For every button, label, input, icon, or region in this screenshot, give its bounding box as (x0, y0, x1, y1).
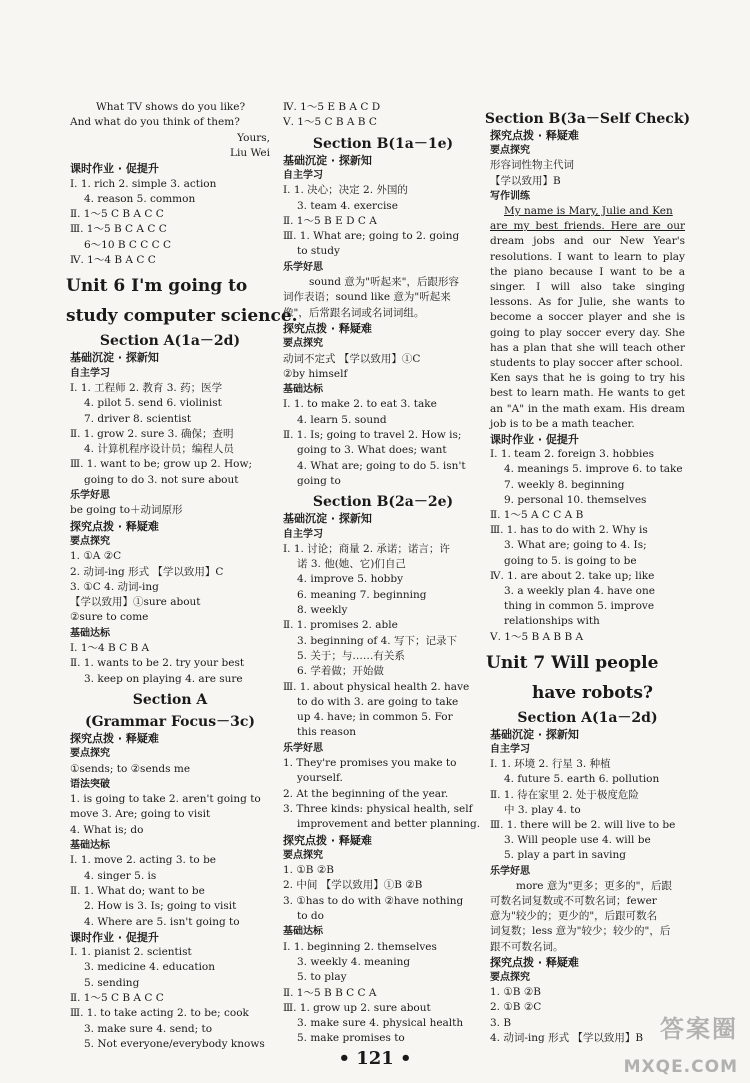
answer-line: going to (297, 474, 341, 487)
answer-line: 可数名词复数或不可数名词；fewer (490, 895, 657, 907)
answer-line: Liu Wei (230, 146, 270, 159)
part-heading: 基础沉淀 · 探新知 (490, 727, 579, 741)
answer-line: 4. Where are 5. isn't going to (84, 915, 240, 928)
answer-line: sound 意为"听起来"，后跟形容 (309, 276, 459, 288)
answer-line: 4. pilot 5. send 6. violinist (84, 397, 222, 410)
answer-line: 1. They're promises you make to (283, 757, 457, 769)
part-heading: 课时作业 · 促提升 (70, 162, 159, 176)
answer-line: relationships with (504, 615, 600, 628)
sub-heading: 基础达标 (70, 840, 110, 851)
section-heading: (Grammar Focus－3c) (85, 713, 255, 730)
sub-heading: 自主学习 (283, 169, 323, 181)
answer-line: Ⅰ. 1. move 2. acting 3. to be (70, 854, 217, 867)
answer-line: Ⅲ. 1. want to be; grow up 2. How; (70, 458, 252, 471)
answer-line: Ⅱ. 1. grow 2. sure 3. 确保；查明 (70, 427, 234, 440)
unit-heading: Unit 7 Will people (486, 652, 659, 673)
answer-line: Ⅳ. 1. are about 2. take up; like (490, 569, 655, 582)
answer-line: be going to＋动词原形 (70, 504, 183, 517)
answer-line: 3. Will people use 4. will be (504, 834, 651, 847)
answer-line: best to learn math. He wants to get (490, 387, 685, 400)
answer-line: 3. make sure 4. send; to (84, 1022, 213, 1035)
section-heading: Section B(3a－Self Check) (484, 111, 691, 127)
answer-line: yourself. (297, 772, 343, 785)
part-heading: 探究点拨 · 释疑难 (70, 731, 159, 745)
answer-line: 【学以致用】B (490, 174, 561, 187)
answer-line: resolutions. I want to learn to play (490, 250, 685, 263)
answer-line: 5. make promises to (297, 1032, 405, 1045)
sub-heading: 乐学好思 (70, 490, 110, 501)
answer-line: 5. play a part in saving (504, 849, 627, 862)
answer-line: 3. ①C 4. 动词-ing (70, 580, 159, 593)
answer-line: 5. to play (297, 971, 347, 984)
answer-line: 3. a weekly plan 4. have one (504, 585, 655, 597)
answer-line: 1. ①B ②B (283, 864, 334, 877)
answer-line: 3. keep on playing 4. are sure (84, 672, 243, 685)
sub-heading: 要点探究 (283, 338, 323, 350)
part-heading: 课时作业 · 促提升 (70, 930, 159, 944)
answer-line: 6. 学着做；开始做 (297, 665, 384, 678)
answer-line: 3. team 4. exercise (297, 199, 398, 212)
answer-line: 2. How is 3. Is; going to visit (84, 900, 237, 913)
answer-line: this reason (297, 726, 357, 739)
answer-line: singer. I will also take singing (490, 281, 685, 293)
answer-line: the piano because I want to be a (490, 265, 685, 278)
answer-line: Ⅱ. 1. 待在家里 2. 处于极度危险 (490, 788, 639, 801)
section-heading: Section A (132, 691, 208, 708)
part-heading: 探究点拨 · 释疑难 (283, 321, 372, 335)
sub-heading: 基础达标 (283, 926, 323, 938)
answer-line: 3. beginning of 4. 写下；记录下 (297, 634, 457, 647)
answer-line: to study (297, 245, 340, 258)
answer-line: 4. 计算机程序设计员；编程人员 (84, 443, 234, 456)
answer-line: Yours, (237, 131, 270, 144)
section-heading: Section B(1a－1e) (312, 135, 454, 152)
answer-line: 2. ①B ②C (490, 1001, 542, 1014)
sub-heading: 自主学习 (490, 744, 530, 755)
answer-line: to do (297, 910, 324, 922)
answer-line: ①sends; to ②sends me (70, 762, 191, 775)
answer-line: 动词不定式 【学以致用】①C (283, 352, 421, 365)
answer-line: up 4. have; in common 5. For (297, 711, 453, 724)
answer-line: Ⅴ. 1～5 B A B B A (490, 630, 584, 643)
answer-line: 1. ①B ②B (490, 986, 541, 999)
unit-heading: study computer science. (66, 306, 298, 327)
answer-line: Ⅱ. 1～5 C B A C C (70, 992, 164, 1004)
answer-line: 3. What are; going to 4. Is; (504, 539, 647, 552)
answer-line: improvement and better planning. (297, 818, 481, 831)
answer-line: going to 5. is going to be (504, 554, 637, 567)
answer-line: 意为"较少的；更少的"，后跟可数名 (490, 910, 658, 923)
answer-line: 4. improve 5. hobby (297, 573, 404, 586)
answer-line: 词作表语；sound like 意为"听起来 (283, 291, 451, 304)
answer-line: Ⅰ. 1. pianist 2. scientist (70, 946, 192, 959)
answer-line: 跟不可数名词。 (490, 940, 564, 953)
answer-line: Ⅰ. 1. 环境 2. 行星 3. 种植 (490, 758, 611, 771)
answer-line: Ⅱ. 1～5 A C C A B (490, 509, 584, 521)
answer-line: 7. weekly 8. beginning (504, 478, 625, 491)
part-heading: 探究点拨 · 释疑难 (490, 955, 579, 969)
answer-line: 1. ①A ②C (70, 550, 122, 563)
answer-line: more 意为"更多；更多的"，后跟 (516, 879, 673, 892)
answer-line: 3. Three kinds: physical health, self (283, 802, 473, 815)
answer-line: Ⅰ. 1～4 B C B A (70, 642, 150, 654)
sub-heading: 基础达标 (70, 627, 110, 639)
part-heading: 基础沉淀 · 探新知 (283, 512, 372, 526)
sub-heading: 自主学习 (70, 367, 110, 379)
answer-line: Ⅰ. 1. to make 2. to eat 3. take (283, 398, 437, 411)
answer-line: going to 3. What does; want (297, 444, 447, 457)
answer-line: thing in common 5. improve (504, 600, 655, 613)
answer-line: Ⅱ. 1～5 B E D C A (283, 214, 377, 227)
section-heading: Section A(1a－2d) (99, 333, 241, 350)
unit-heading: have robots? (532, 682, 653, 703)
sub-heading: 语法突破 (70, 778, 110, 790)
part-heading: 课时作业 · 促提升 (490, 433, 579, 446)
answer-line: Ⅲ. 1. to take acting 2. to be; cook (70, 1007, 249, 1020)
answer-line: ②sure to come (70, 611, 149, 624)
sub-heading: 乐学好思 (283, 261, 323, 273)
answer-line: Ⅱ. 1. Is; going to travel 2. How is; (283, 429, 462, 441)
answer-line: And what do you think of them? (70, 116, 240, 129)
answer-line: going to do 3. not sure about (84, 473, 239, 486)
sub-heading: 要点探究 (70, 535, 110, 547)
answer-line: Ⅰ. 1. 讨论；商量 2. 承诺；诺言；许 (283, 542, 450, 555)
sub-heading: 要点探究 (490, 145, 530, 157)
page-number: • 121 • (338, 1048, 412, 1069)
answer-line: 4. learn 5. sound (297, 413, 387, 426)
watermark-logo (612, 1009, 742, 1079)
answer-line: 中 3. play 4. to (504, 803, 581, 816)
answer-line: 1. is going to take 2. aren't going to (70, 793, 261, 806)
sub-heading: 自主学习 (283, 528, 323, 540)
answer-line: 2. 动词-ing 形式 【学以致用】C (70, 565, 224, 578)
answer-line: Ⅰ. 1. beginning 2. themselves (283, 940, 437, 953)
answer-line: 4. 动词-ing 形式 【学以致用】B (490, 1031, 644, 1044)
answer-line: Ⅰ. 1. rich 2. simple 3. action (70, 177, 217, 190)
answer-line: Ⅳ. 1～5 E B A C D (283, 101, 381, 113)
answer-line: Ⅲ. 1～5 B C A C C (70, 223, 167, 236)
answer-line: become a soccer player and she is (490, 311, 685, 324)
sub-heading: 要点探究 (283, 849, 323, 861)
sub-heading: 基础达标 (283, 384, 323, 396)
answer-line: Ⅰ. 1. team 2. foreign 3. hobbies (490, 448, 654, 461)
answer-line: move 3. Are; going to visit (70, 808, 211, 821)
answer-line: Ⅰ. 1. 工程师 2. 教育 3. 药；医学 (70, 381, 223, 394)
answer-line: 6. meaning 7. beginning (297, 588, 427, 601)
answer-line: 4. meanings 5. improve 6. to take (504, 463, 683, 476)
answer-line: dream jobs and our New Year's (490, 235, 685, 248)
answer-line: Ⅲ. 1. about physical health 2. have (283, 680, 470, 693)
sub-heading: 要点探究 (490, 972, 530, 983)
answer-line: Ⅱ. 1～5 C B A C C (70, 208, 164, 221)
watermark-title: 答案圈 (660, 1015, 738, 1043)
answer-line: Ⅲ. 1. there will be 2. will live to be (490, 819, 676, 831)
sub-heading: 乐学好思 (283, 742, 323, 754)
answer-line: has a plan that she will teach other (490, 341, 685, 354)
answer-line: Ⅱ. 1. wants to be 2. try your best (70, 657, 245, 670)
answer-line: Ⅲ. 1. What are; going to 2. going (283, 230, 460, 243)
part-heading: 探究点拨 · 释疑难 (283, 833, 372, 847)
answer-line: Ⅰ. 1. 决心；决定 2. 外国的 (283, 184, 408, 197)
answer-line: 9. personal 10. themselves (504, 493, 647, 506)
answer-line: Ⅲ. 1. has to do with 2. Why is (490, 524, 648, 537)
answer-line: 3. weekly 4. meaning (297, 955, 411, 968)
answer-line: What TV shows do you like? (96, 101, 246, 113)
answer-line: to do with 3. are going to take (297, 695, 459, 708)
answer-line: going to play soccer every day. She (490, 326, 685, 339)
answer-line: 4. What is; do (70, 823, 144, 836)
answer-line: 6～10 B C C C C (84, 238, 172, 251)
answer-line: Ken says that he is going to try his (490, 372, 685, 385)
answer-line: Ⅱ. 1. promises 2. able (283, 619, 398, 632)
answer-line: 5. sending (84, 976, 140, 989)
answer-line: lessons. As for Julie, she wants to (490, 296, 685, 309)
answer-line: job is to be a math teacher. (490, 417, 635, 430)
answer-line: My name is Mary, Julie and Ken (504, 205, 673, 217)
answer-line: 4. reason 5. common (84, 192, 196, 205)
answer-line: an "A" in the math exam. His dream (490, 402, 685, 415)
answer-line: 3. B (490, 1016, 512, 1029)
answer-line: 7. driver 8. scientist (84, 412, 192, 425)
section-heading: Section A(1a－2d) (517, 709, 658, 726)
answer-line: 3. medicine 4. education (84, 961, 216, 974)
answer-line: 2. At the beginning of the year. (283, 787, 449, 800)
part-heading: 基础沉淀 · 探新知 (283, 153, 372, 167)
sub-heading: 乐学好思 (490, 865, 530, 877)
part-heading: 基础沉淀 · 探新知 (70, 351, 159, 365)
watermark-url: MXQE.COM (623, 1057, 738, 1077)
answer-line: 4. singer 5. is (84, 869, 157, 882)
answer-line: Ⅳ. 1～4 B A C C (70, 254, 156, 266)
answer-line: 像"，后常跟名词或名词词组。 (283, 306, 425, 319)
answer-line: ②by himself (283, 367, 348, 380)
answer-line: 5. Not everyone/everybody knows (84, 1037, 265, 1050)
sub-heading: 写作训练 (490, 190, 530, 202)
part-heading: 探究点拨 · 释疑难 (490, 129, 579, 142)
answer-line: Ⅴ. 1～5 C B A B C (283, 116, 377, 129)
answer-line: 8. weekly (297, 604, 348, 616)
answer-line: students to play soccer after school. (490, 357, 683, 369)
answer-line: Ⅱ. 1. What do; want to be (70, 884, 205, 897)
unit-heading: Unit 6 I'm going to (66, 276, 248, 297)
answer-line: Ⅲ. 1. grow up 2. sure about (283, 1001, 431, 1014)
answer-line: 形容词性物主代词 (490, 159, 574, 172)
answer-line: are my best friends. Here are our (490, 220, 685, 233)
answer-line: 诺 3. 他(她、它)们自己 (297, 558, 406, 571)
answer-line: 5. 关于；与……有关系 (297, 649, 405, 662)
part-heading: 探究点拨 · 释疑难 (70, 519, 159, 533)
answer-line: 4. What are; going to do 5. isn't (297, 459, 466, 472)
answer-line: 2. 中间 【学以致用】①B ②B (283, 879, 423, 892)
answer-line: 词复数；less 意为"较少；较少的"，后 (490, 925, 671, 938)
answer-line: 4. future 5. earth 6. pollution (504, 773, 660, 786)
answer-line: 3. make sure 4. physical health (297, 1017, 464, 1030)
section-heading: Section B(2a－2e) (312, 494, 454, 511)
answer-line: Ⅱ. 1～5 B B C C A (283, 986, 377, 999)
answer-line: 3. ①has to do with ②have nothing (283, 894, 464, 907)
sub-heading: 要点探究 (70, 748, 110, 760)
answer-line: 【学以致用】①sure about (70, 596, 201, 609)
